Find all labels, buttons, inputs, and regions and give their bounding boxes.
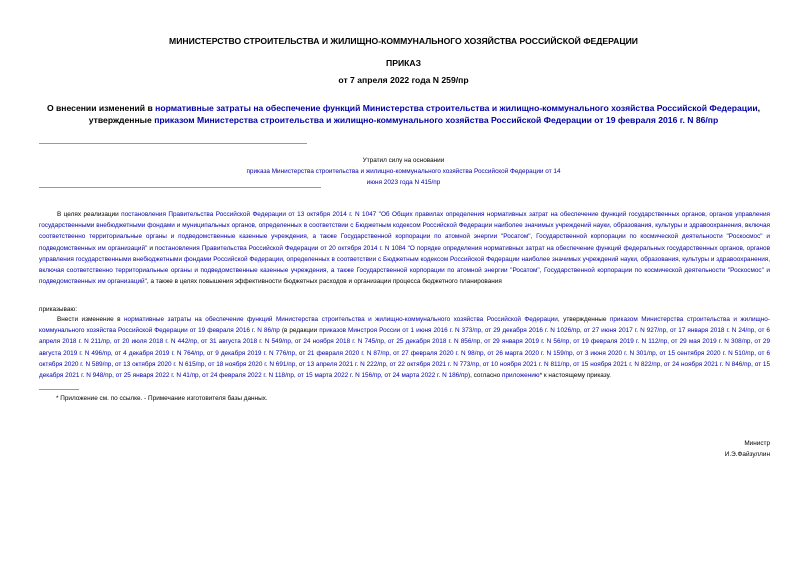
p1-text-b: и	[147, 244, 155, 252]
lost-force-link[interactable]: приказа Министерства строительства и жилищно-коммунального хозяйства Российской Федерации от 14 июня 2023 года N 415/пр	[246, 168, 561, 186]
title-link-order[interactable]: приказом Министерства строительства и жилищно-коммунального хозяйства Российской Федерации от 19 февраля 2016 г. N 86/пр	[154, 115, 719, 125]
p3-link-norms[interactable]: нормативные затраты на обеспечение функций Министерства строительства и жилищно-коммунального хозяйства Российской Федерации	[124, 316, 558, 323]
p3-text-e: * к настоящему приказу.	[539, 372, 611, 380]
p3-text-a: Внести изменение в	[57, 316, 125, 323]
divider-top	[39, 143, 307, 144]
signature-position: Министр	[744, 440, 770, 447]
p1-link-1084[interactable]: постановления Правительства Российской Федерации от 20 октября 2014 г. N 1084 "О порядке определения нормативных затрат на обеспечение функций федеральных государственных органов, органов управления государственными внебюджетными фондами Российской Федерации, определенных в соответствии с Бюджетным кодексом Российской Федерации наиболее значимых учреждений науки, образования, культуры и здравоохранения, включая соответственно территориальные органы и подведомственные казенные учреждения, а также Государственной корпорации по атомной энергии "Росатом", Государственной корпорации по космической деятельности "Роскосмос" и подведомственных им организаций"	[39, 244, 770, 286]
footnote: * Приложение см. по ссылке. - Примечание изготовителя базы данных.	[56, 395, 268, 402]
p3-link-appendix[interactable]: приложению	[502, 372, 540, 380]
title-text-2: , утвержденные	[88, 103, 761, 125]
divider-bottom	[39, 187, 321, 188]
p1-link-1047[interactable]: постановления Правительства Российской Федерации от 13 октября 2014 г. N 1047 "Об Общих правилах определения нормативных затрат на обеспечение функций государственных органов, органов управления государственными внебюджетными фондами и муниципальных органов, определенных в соответствии с Бюджетным кодексом Российской Федерации наиболее значимых учреждений науки, образования, культуры и здравоохранения, включая соответственно территориальные органы и подведомственные казенные учреждения, а также Государственной корпорации по атомной энергии "Росатом", Государственной корпорации по космической деятельности "Роскосмос" и подведомственных им организаций"	[39, 211, 770, 252]
p3-link-amendments[interactable]: приказов Минстроя России от 1 июня 2016 г. N 373/пр, от 29 декабря 2016 г. N 1026/пр, от 27 июня 2017 г. N 927/пр, от 17 января 2018 г. N 24/пр, от 6 апреля 2018 г. N 211/пр, от 20 июля 2018 г. N 442/пр, от 31 августа 2018 г. N 549/пр, от 24 ноября 2018 г. N 745/пр, от 25 декабря 2018 г. N 856/пр, от 29 января 2019 г. N 56/пр, от 19 февраля 2019 г. N 112/пр, от 29 мая 2019 г. N 308/пр, от 29 августа 2019 г. N 496/пр, от 4 декабря 2019 г. N 764/пр, от 9 декабря 2019 г. N 776/пр, от 21 февраля 2020 г. N 87/пр, от 27 февраля 2020 г. N 98/пр, от 26 марта 2020 г. N 159/пр, от 3 июня 2020 г. N 301/пр, от 15 сентября 2020 г. N 510/пр, от 6 октября 2020 г. N 589/пр, от 13 октября 2020 г. N 615/пр, от 18 ноября 2020 г. N 691/пр, от 13 апреля 2021 г. N 222/пр, от 22 октября 2021 г. N 773/пр, от 10 ноября 2021 г. N 811/пр, от 15 ноября 2021 г. N 822/пр, от 24 ноября 2021 г. N 846/пр, от 15 декабря 2021 г. N 948/пр, от 25 января 2022 г. N 41/пр, от 24 февраля 2022 г. N 118/пр, от 15 марта 2022 г. N 156/пр, от 24 марта 2022 г. N 186/пр	[39, 327, 770, 380]
doc-type: ПРИКАЗ	[386, 58, 421, 68]
p3-text-d: ), согласно	[467, 372, 502, 380]
preamble-paragraph	[39, 209, 770, 287]
document-title	[40, 102, 767, 126]
amendment-paragraph	[39, 314, 770, 381]
lost-force-note	[240, 155, 567, 188]
p1-text-c: , а также в целях повышения эффективности бюджетных расходов и организации процесса бюджетного планирования	[146, 278, 502, 286]
title-text-1: О внесении изменений в	[46, 103, 156, 113]
p1-text-a: В целях реализации	[57, 211, 122, 218]
p3-link-order[interactable]: приказом Министерства строительства и жилищно-коммунального хозяйства Российской Федерации от 19 февраля 2016 г. N 86/пр	[39, 316, 770, 335]
footnote-divider	[39, 389, 79, 390]
lost-force-label: Утратил силу на основании	[362, 157, 445, 164]
p3-text-c: (в редакции	[279, 327, 320, 335]
signature-name: И.Э.Файзуллин	[724, 451, 770, 458]
doc-date-number: от 7 апреля 2022 года N 259/пр	[338, 75, 469, 85]
title-link-norms[interactable]: нормативные затраты на обеспечение функций Министерства строительства и жилищно-коммунального хозяйства Российской Федерации	[155, 103, 758, 113]
order-word: приказываю:	[39, 306, 77, 313]
signature-block	[725, 438, 770, 460]
ministry-heading: МИНИСТЕРСТВО СТРОИТЕЛЬСТВА И ЖИЛИЩНО-КОММУНАЛЬНОГО ХОЗЯЙСТВА РОССИЙСКОЙ ФЕДЕРАЦИИ	[169, 36, 638, 46]
p3-text-b: , утвержденные	[557, 316, 610, 323]
